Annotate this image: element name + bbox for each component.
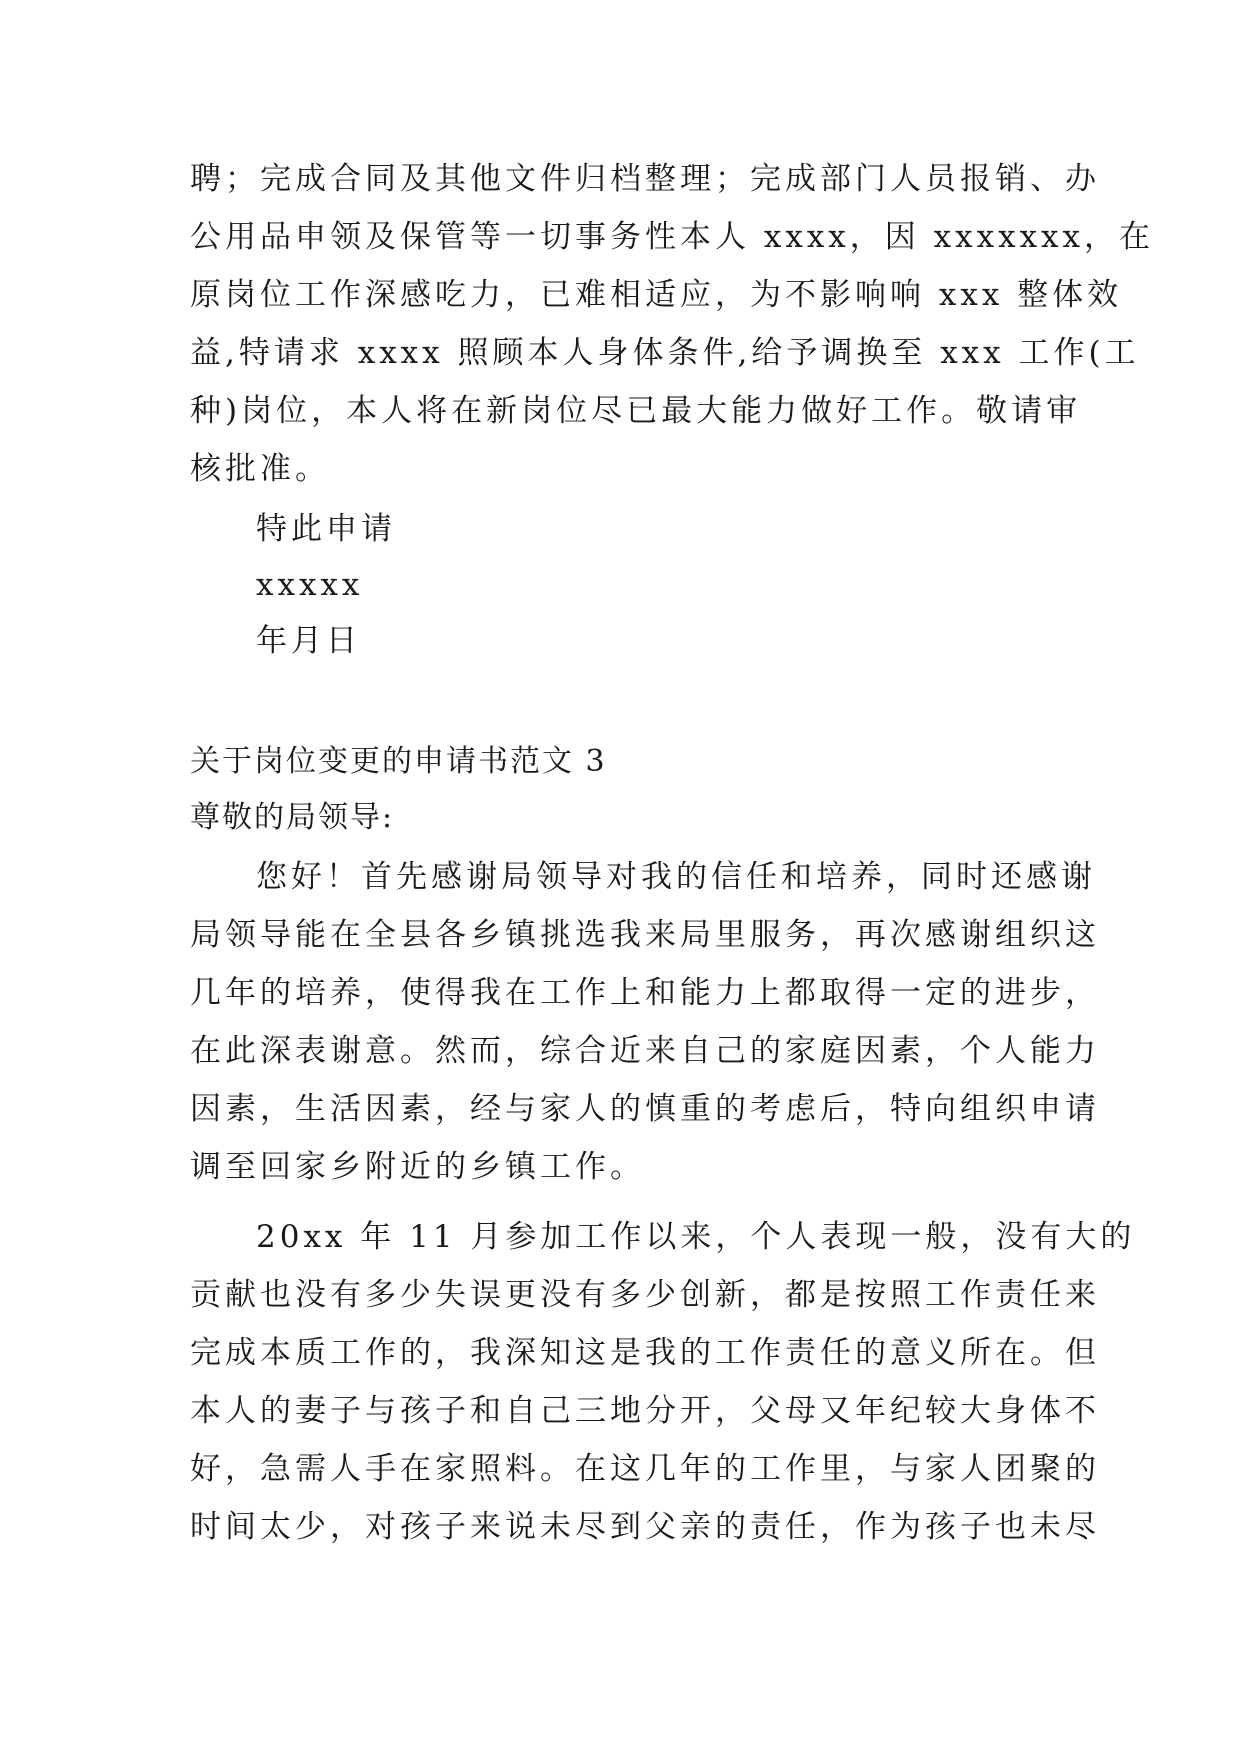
text-line: 局领导能在全县各乡镇挑选我来局里服务，再次感谢组织这 <box>190 917 1100 953</box>
text-line: 因素，生活因素，经与家人的慎重的考虑后，特向组织申请 <box>190 1091 1100 1127</box>
text-line: 种)岗位，本人将在新岗位尽已最大能力做好工作。敬请审 <box>190 393 1082 429</box>
text-line: 您好！首先感谢局领导对我的信任和培养，同时还感谢 <box>256 859 1096 895</box>
paragraph-greeting <box>190 848 1100 1196</box>
closing-date: 年月日 <box>256 623 361 659</box>
text-line: 公用品申领及保管等一切事务性本人 xxxx，因 xxxxxxx，在 <box>190 219 1155 255</box>
text-line: 核批准。 <box>190 451 330 487</box>
text-line: 20xx 年 11 月参加工作以来，个人表现一般，没有大的 <box>256 1219 1136 1255</box>
text-line: 本人的妻子与孩子和自己三地分开，父母又年纪较大身体不 <box>190 1393 1100 1429</box>
text-line: 贡献也没有多少失误更没有多少创新，都是按照工作责任来 <box>190 1277 1100 1313</box>
text-line: 调至回家乡附近的乡镇工作。 <box>190 1149 645 1185</box>
text-line: 益,特请求 xxxx 照顾本人身体条件,给予调换至 xxx 工作(工 <box>190 335 1140 371</box>
text-line: 聘；完成合同及其他文件归档整理；完成部门人员报销、办 <box>190 161 1100 197</box>
paragraph-work-history <box>190 1208 1136 1556</box>
section-title: 关于岗位变更的申请书范文 3 <box>190 744 607 779</box>
closing-name: xxxxx <box>256 567 364 603</box>
text-line: 原岗位工作深感吃力，已难相适应，为不影响响 xxx 整体效 <box>190 277 1123 313</box>
closing-request: 特此申请 <box>256 511 396 547</box>
text-line: 几年的培养，使得我在工作上和能力上都取得一定的进步， <box>190 975 1100 1011</box>
text-line: 好，急需人手在家照料。在这几年的工作里，与家人团聚的 <box>190 1451 1100 1487</box>
salutation: 尊敬的局领导: <box>190 800 395 835</box>
text-line: 时间太少，对孩子来说未尽到父亲的责任，作为孩子也未尽 <box>190 1509 1100 1545</box>
text-line: 完成本质工作的，我深知这是我的工作责任的意义所在。但 <box>190 1335 1100 1371</box>
paragraph-continued <box>190 150 1155 498</box>
text-line: 在此深表谢意。然而，综合近来自己的家庭因素，个人能力 <box>190 1033 1100 1069</box>
